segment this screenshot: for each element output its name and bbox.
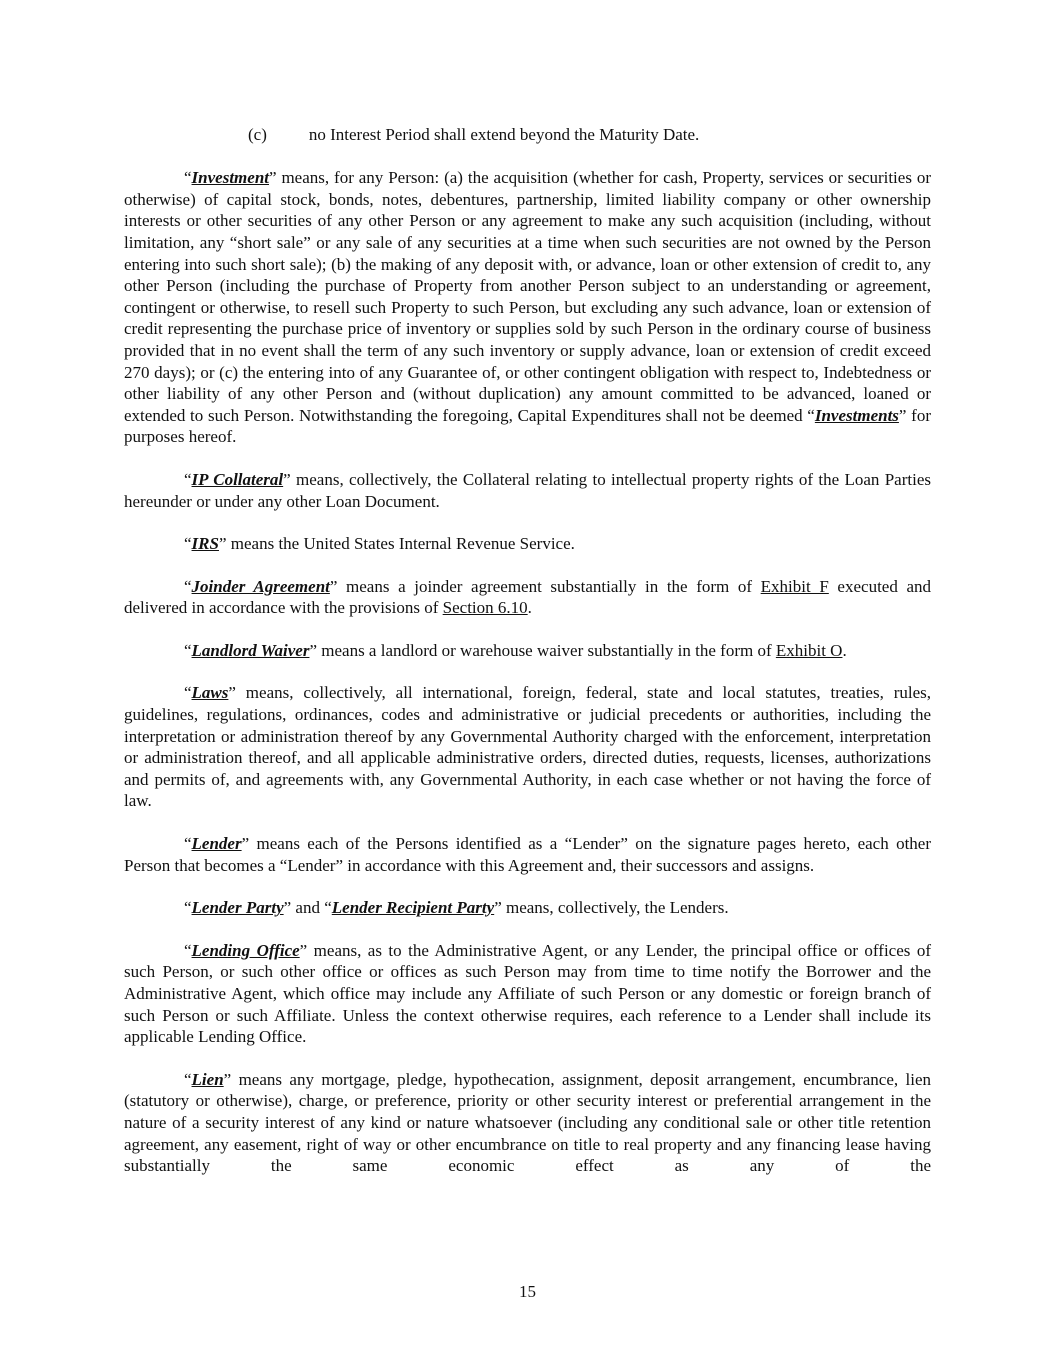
exhibit-o-link[interactable]: Exhibit O (775, 640, 843, 660)
definition-body: ” means, collectively, the Collateral relating to intellectual property rights of the Loan Parties hereunder or under any other Loan Document. (124, 469, 931, 511)
definition-body: ” means any mortgage, pledge, hypothecation, assignment, deposit arrangement, encumbrance, lien (statutory or otherwise), charge, or preference, priority or other security interest or preferential arrangement in the nature of a security interest of any kind or nature whatsoever (including any conditional sale or other title retention agreement, any easement, right of way or other encumbrance on title to real property and any financing lease having substantially the same economic effect as any of the (124, 1069, 931, 1176)
definition-investment (124, 167, 931, 448)
definition-lending-office (124, 940, 931, 1048)
definition-irs (124, 533, 931, 555)
open-quote: “ (184, 168, 192, 188)
open-quote: “ (184, 898, 192, 918)
section-6-10-link[interactable]: Section 6.10 (442, 598, 528, 618)
exhibit-f-link[interactable]: Exhibit F (760, 576, 829, 596)
open-quote: “ (184, 1069, 192, 1089)
defined-term: Investments (814, 405, 899, 425)
definition-body: executed and delivered in accordance with the provisions of (124, 576, 932, 618)
defined-term: Lender (191, 834, 242, 854)
definition-body: ” for purposes hereof. (124, 405, 931, 447)
open-quote: “ (184, 534, 192, 554)
defined-term: Laws (191, 683, 229, 703)
definition-ip-collateral (124, 469, 931, 512)
definition-body: . (527, 598, 532, 618)
definition-joinder-agreement (124, 576, 931, 619)
definition-body: ” means a joinder agreement substantially in the form of (329, 576, 761, 596)
definition-body: ” means, collectively, all international, foreign, federal, state and local statutes, treaties, rules, guidelines, regulations, ordinances, codes and administrative or judicial precedents or authorities, including the interpretation or administration thereof by any Governmental Authority charged with the enforcement, interpretation or administration thereof, and all applicable administrative orders, directed duties, requests, licenses, authorizations and permits of, and agreements with, any Governmental Authority, in each case whether or not having the force of law. (124, 683, 931, 811)
definition-body: ” means, as to the Administrative Agent, or any Lender, the principal office or offices of such Person, or such other office or offices as such Person may from time to time notify the Borrower and the Administrative Agent, which office may include any Affiliate of such Person or any domestic or foreign branch of such Person or such Affiliate. Unless the context otherwise requires, each reference to a Lender shall include its applicable Lending Office. (124, 940, 931, 1047)
defined-term: Lending Office (191, 940, 300, 960)
defined-term: Landlord Waiver (191, 640, 310, 660)
definition-landlord-waiver (124, 640, 931, 662)
defined-term: Joinder Agreement (191, 576, 330, 596)
definition-body: ” means, collectively, the Lenders. (494, 898, 729, 918)
subitem-label: (c) (248, 125, 267, 144)
definition-body: ” means each of the Persons identified as a “Lender” on the signature pages hereto, each other Person that becomes a “Lender” in accordance with this Agreement and, their successors and assigns. (124, 834, 931, 875)
open-quote: “ (184, 469, 192, 489)
defined-term: Lender Party (191, 898, 284, 918)
definition-body: ” means the United States Internal Revenue Service. (218, 534, 575, 554)
open-quote: “ (184, 576, 192, 596)
definition-lien (124, 1069, 931, 1177)
defined-term: IP Collateral (191, 469, 284, 489)
defined-term: IRS (191, 534, 219, 554)
definition-lender (124, 833, 931, 876)
open-quote: “ (184, 834, 192, 854)
defined-term: Lender Recipient Party (331, 898, 495, 918)
definition-body: ” means a landlord or warehouse waiver substantially in the form of (309, 640, 776, 660)
definition-body: ” and “ (283, 898, 332, 918)
document-page (124, 124, 931, 1198)
definition-laws (124, 682, 931, 812)
defined-term: Investment (191, 168, 269, 188)
definition-body: . (842, 640, 847, 660)
open-quote: “ (184, 940, 192, 960)
definition-body: ” means, for any Person: (a) the acquisition (whether for cash, Property, services or securities or otherwise) of capital stock, bonds, notes, debentures, partnership, limited liability company or other ownership interests or other securities of any other Person or any agreement to make any such acquisition (including, without limitation, any “short sale” or any sale of any securities at a time when such securities are not owned by the Person entering into such short sale); (b) the making of any deposit with, or advance, loan or other extension of credit to, any other Person (including the purchase of Property from another Person subject to an understanding or agreement, contingent or otherwise, to resell such Property to such Person, but excluding any such advance, loan or extension of credit representing the purchase price of inventory or supplies sold by such Person in the ordinary course of business provided that in no event shall the term of any such inventory or supply advance, loan or extension of credit exceed 270 days); or (c) the entering into of any Guarantee of, or other contingent obligation with respect to, Indebtedness or other liability of any other Person and (without duplication) any amount committed to be advanced, loaned or extended to such Person. Notwithstanding the foregoing, Capital Expenditures shall not be deemed “ (124, 168, 931, 425)
defined-term: Lien (191, 1069, 224, 1089)
open-quote: “ (184, 683, 192, 703)
subitem-text: no Interest Period shall extend beyond the Maturity Date. (308, 125, 700, 144)
subitem-c (124, 124, 931, 146)
page-number: 15 (519, 1282, 536, 1301)
definition-lender-party (124, 897, 931, 919)
open-quote: “ (184, 640, 192, 660)
